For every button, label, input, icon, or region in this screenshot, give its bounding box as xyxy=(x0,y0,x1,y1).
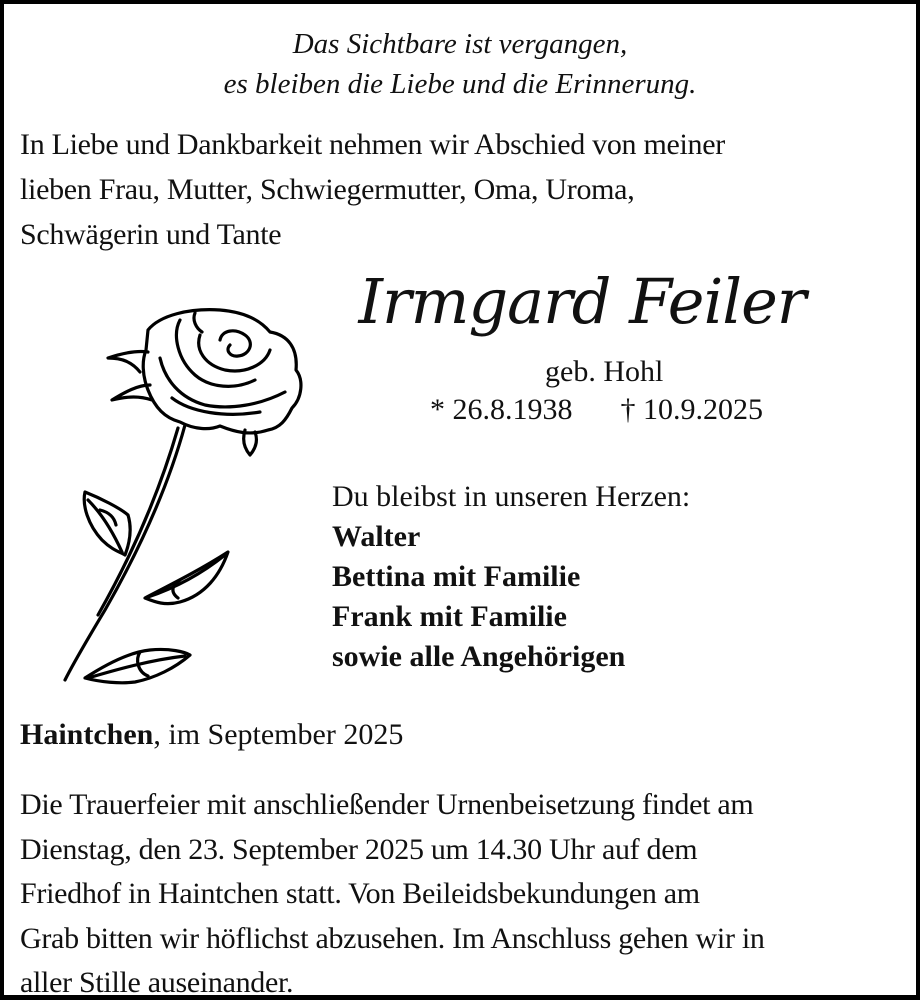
notice-line: aller Stille auseinander. xyxy=(20,966,294,999)
notice-line: Dienstag, den 23. September 2025 um 14.30 Uhr auf dem xyxy=(20,832,698,866)
intro-line: In Liebe und Dankbarkeit nehmen wir Abschied von meiner xyxy=(20,128,725,161)
notice-line: Grab bitten wir höflichst abzusehen. Im Anschluss gehen wir in xyxy=(20,921,765,955)
death-date: † 10.9.2025 xyxy=(620,393,763,426)
mourners-heading: Du bleibst in unseren Herzen: xyxy=(332,480,691,513)
rose-icon xyxy=(60,280,320,700)
motto-line-1: Das Sichtbare ist vergangen, xyxy=(292,28,628,60)
mourners-block xyxy=(332,477,690,677)
mourner-name: sowie alle Angehörigen xyxy=(332,640,626,673)
funeral-notice xyxy=(20,783,905,1006)
place-date xyxy=(20,715,403,755)
intro-line: Schwägerin und Tante xyxy=(20,218,282,251)
notice-line: Die Trauerfeier mit anschließender Urnenbeisetzung findet am xyxy=(20,788,754,821)
place-name: Haintchen xyxy=(20,718,154,751)
maiden-name: geb. Hohl xyxy=(545,355,664,388)
intro-line: lieben Frau, Mutter, Schwiegermutter, Oma, Uroma, xyxy=(20,173,635,206)
mourner-name: Bettina mit Familie xyxy=(332,560,581,593)
intro-text xyxy=(20,122,900,257)
mourner-name: Walter xyxy=(332,520,421,553)
motto-line-2: es bleiben die Liebe und die Erinnerung. xyxy=(223,68,697,100)
mourner-name: Frank mit Familie xyxy=(332,600,567,633)
place-date-text: , im September 2025 xyxy=(153,718,404,751)
life-dates xyxy=(430,390,763,430)
deceased-name: Irmgard Feiler xyxy=(358,265,806,338)
notice-line: Friedhof in Haintchen statt. Von Beileidsbekundungen am xyxy=(20,877,700,910)
birth-date: * 26.8.1938 xyxy=(430,393,573,426)
